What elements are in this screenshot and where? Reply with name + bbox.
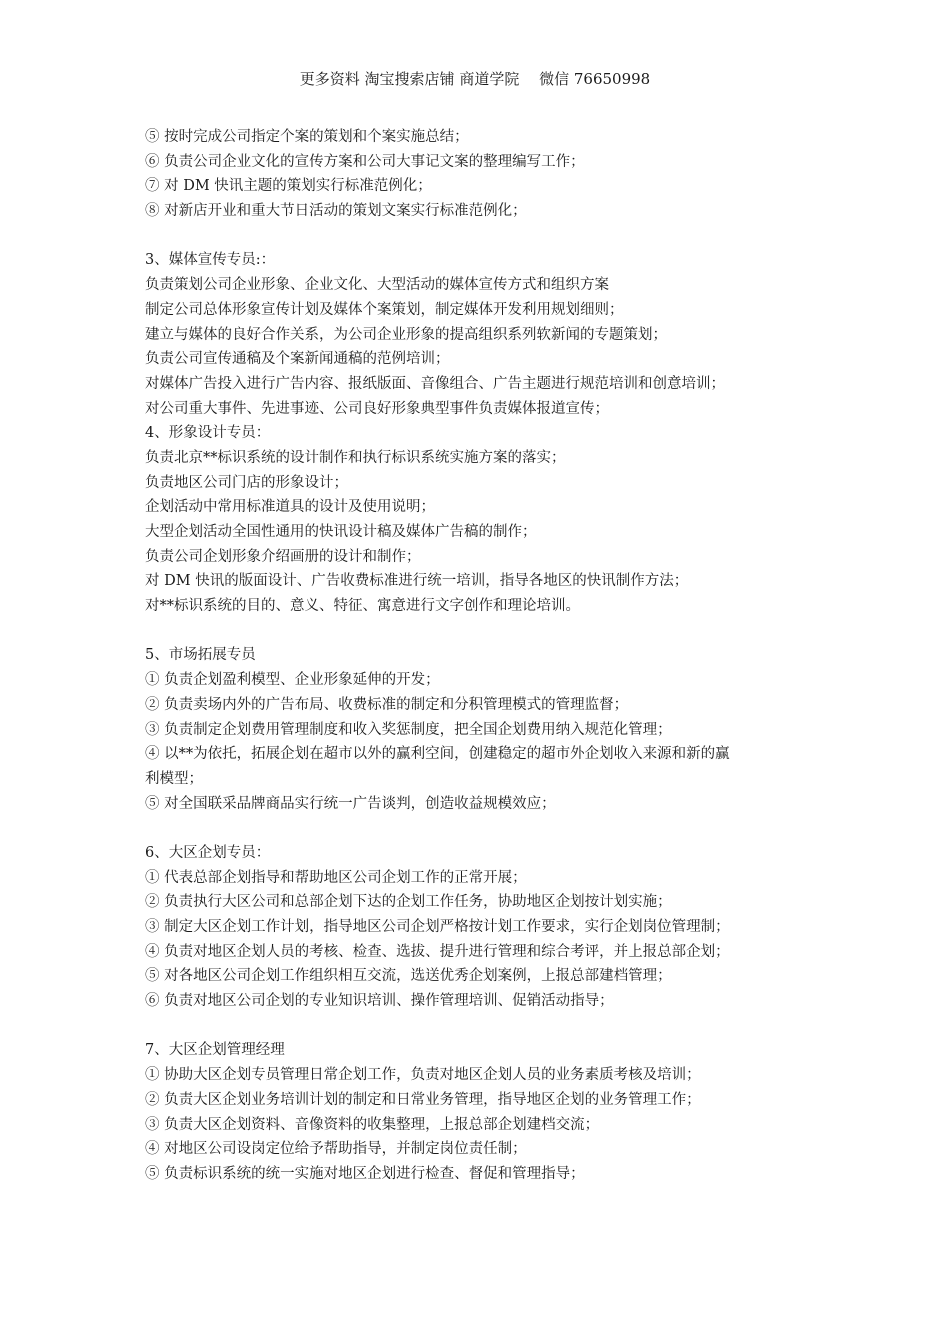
text-line: ⑤ 按时完成公司指定个案的策划和个案实施总结； [145,129,469,145]
text-line: ④ 对地区公司设岗定位给予帮助指导，并制定岗位责任制； [145,1141,527,1158]
text-line: ① 协助大区企划专员管理日常企划工作，负责对地区企划人员的业务素质考核及培训； [145,1067,701,1084]
text-line: 负责策划公司企业形象、企业文化、大型活动的媒体宣传方式和组织方案 [145,277,609,294]
text-line: 负责地区公司门店的形象设计； [145,474,348,491]
text-line: ③ 负责大区企划资料、音像资料的收集整理，上报总部企划建档交流； [145,1116,600,1133]
text-line: 利模型； [145,770,203,787]
text-line: 企划活动中常用标准道具的设计及使用说明； [145,499,435,516]
text-line: 5、市场拓展专员 [145,647,256,664]
text-line: ⑧ 对新店开业和重大节日活动的策划文案实行标准范例化； [145,203,527,220]
text-line: 对**标识系统的目的、意义、特征、寓意进行文字创作和理论培训。 [145,598,580,615]
text-line: ② 负责执行大区公司和总部企划下达的企划工作任务，协助地区企划按计划实施； [145,894,672,911]
text-line: ⑤ 负责标识系统的统一实施对地区企划进行检查、督促和管理指导； [145,1165,585,1182]
blank-line [145,224,815,249]
text-line: ⑥ 负责公司企业文化的宣传方案和公司大事记文案的整理编写工作； [145,153,585,170]
text-line: ④ 以**为依托，拓展企划在超市以外的赢利空间，创建稳定的超市外企划收入来源和新的赢 [145,746,730,763]
text-line: 建立与媒体的良好合作关系，为公司企业形象的提高组织系列软新闻的专题策划； [145,326,667,343]
text-line: 对媒体广告投入进行广告内容、报纸版面、音像组合、广告主题进行规范培训和创意培训； [145,375,725,392]
blank-line [145,619,815,644]
text-line: 4、形象设计专员： [145,425,271,442]
text-line: 对 DM 快讯的版面设计、广告收费标准进行统一培训，指导各地区的快讯制作方法； [145,573,689,590]
text-line: 大型企划活动全国性通用的快讯设计稿及媒体广告稿的制作； [145,524,537,540]
page-header: 更多资料 淘宝搜索店铺 商道学院 微信 76650998 [299,70,651,88]
text-line: ② 负责卖场内外的广告布局、收费标准的制定和分积管理模式的管理监督； [145,696,629,713]
text-line: ③ 负责制定企划费用管理制度和收入奖惩制度，把全国企划费用纳入规范化管理； [145,721,672,738]
text-line: ② 负责大区企划业务培训计划的制定和日常业务管理，指导地区企划的业务管理工作； [145,1091,701,1108]
text-line: ③ 制定大区企划工作计划，指导地区公司企划严格按计划工作要求，实行企划岗位管理制； [145,919,730,935]
text-line: ⑤ 对各地区公司企划工作组织相互交流，选送优秀企划案例，上报总部建档管理； [145,968,672,985]
text-line: ① 负责企划盈利模型、企业形象延伸的开发； [145,672,440,689]
text-line: 7、大区企划管理经理 [145,1042,285,1059]
text-line: ⑤ 对全国联采品牌商品实行统一广告谈判，创造收益规模效应； [145,795,556,812]
text-line: 负责公司宣传通稿及个案新闻通稿的范例培训； [145,351,450,368]
text-line: ① 代表总部企划指导和帮助地区公司企划工作的正常开展； [145,869,527,886]
text-line: ⑦ 对 DM 快讯主题的策划实行标准范例化； [145,178,432,195]
text-line: ④ 负责对地区企划人员的考核、检查、选拔、提升进行管理和综合考评，并上报总部企划； [145,943,730,960]
text-line: 制定公司总体形象宣传计划及媒体个案策划，制定媒体开发利用规划细则； [145,301,624,318]
text-line: 6、大区企划专员： [145,844,271,861]
text-line: ⑥ 负责对地区公司企划的专业知识培训、操作管理培训、促销活动指导； [145,993,614,1010]
blank-line [145,816,815,841]
text-line: 负责北京**标识系统的设计制作和执行标识系统实施方案的落实； [145,449,566,466]
text-line: 负责公司企划形象介绍画册的设计和制作； [145,548,421,565]
blank-line [145,1014,815,1039]
document-body [145,125,815,1187]
text-line: 3、媒体宣传专员:： [145,252,276,269]
text-line: 对公司重大事件、先进事迹、公司良好形象典型事件负责媒体报道宣传； [145,400,609,417]
